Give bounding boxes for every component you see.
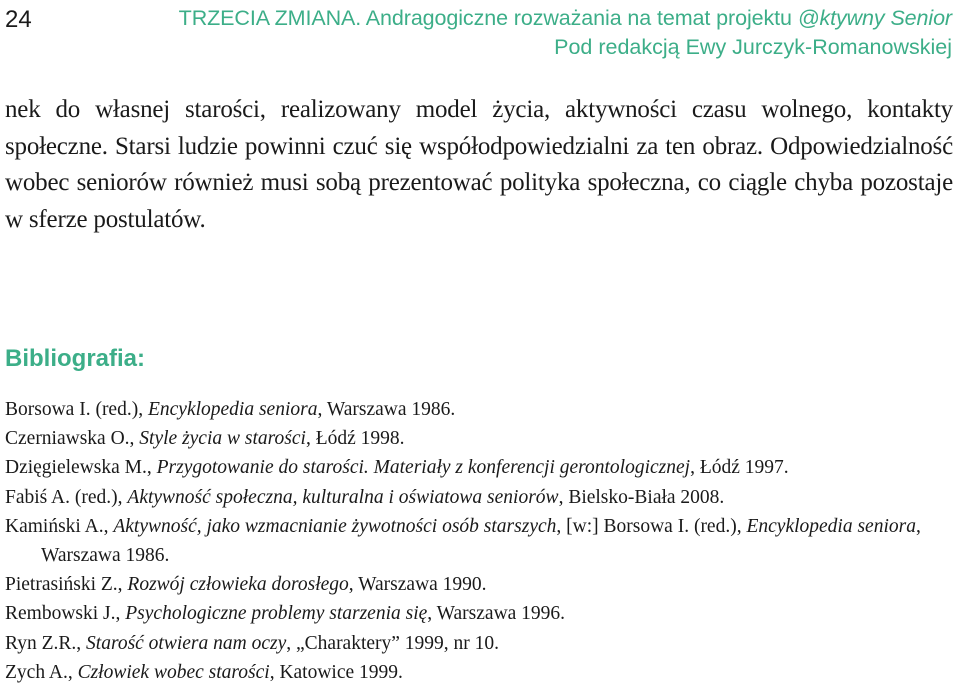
bibliography-heading: Bibliografia: [5,345,146,372]
entry-title: Aktywność, jako wzmacnianie żywotności osób starszych [113,515,557,537]
entry-publication: , Warszawa 1990. [348,574,487,596]
bibliography-entry [5,395,955,424]
bibliography-entry [5,599,955,628]
bibliography-entry [5,424,955,453]
running-title-italic: @ktywny Senior [797,6,952,30]
entry-title: Style życia w starości [139,428,306,450]
entry-title: Przygotowanie do starości. Materiały z konferencji gerontologicznej [156,457,691,479]
entry-author: Pietrasiński Z., [5,574,128,596]
entry-publication: , [w:] Borsowa I. (red.), [556,515,747,537]
body-text [5,92,953,238]
entry-title: Starość otwiera nam oczy [86,632,287,654]
entry-title: Encyklopedia seniora [147,399,318,420]
entry-publication: , Łódź 1998. [305,428,405,450]
entry-author: Zych A., [5,661,78,683]
entry-title: Psychologiczne problemy starzenia się [125,603,428,625]
entry-author: Rembowski J., [5,603,126,625]
body-paragraph: nek do własnej starości, realizowany model życia, aktywności czasu wolnego, kontakty społeczne. Starsi ludzie powinni czuć się współodpowiedzialni za ten obraz. Odpowiedzialność wobec seniorów również musi sobą prezentować polityka społeczna, co ciągle chyba pozostaje w sferze postulatów. [5,96,953,233]
entry-book-publication: , Warszawa 1986. [41,515,921,567]
bibliography-list [5,395,955,687]
bibliography-entry [5,453,955,482]
entry-publication: , Łódź 1997. [690,457,789,479]
entry-book-title: Encyklopedia seniora [746,515,916,537]
bibliography-entry [5,629,955,658]
running-title-text: TRZECIA ZMIANA. Andragogiczne rozważania na temat projektu [178,6,798,30]
entry-publication: , Warszawa 1996. [427,603,566,625]
bibliography-entry [5,658,955,687]
bibliography-entry [5,570,955,599]
entry-author: Borsowa I. (red.), [5,399,148,420]
entry-author: Fabiś A. (red.), [5,486,128,508]
page-number: 24 [5,6,32,33]
entry-publication: , „Charaktery” 1999, nr 10. [286,632,500,654]
entry-title: Rozwój człowieka dorosłego [127,574,349,596]
entry-title: Człowiek wobec starości [77,661,270,683]
entry-author: Dzięgielewska M., [5,457,157,479]
entry-author: Czerniawska O., [5,428,140,450]
bibliography-entry [5,512,955,570]
entry-author: Ryn Z.R., [5,632,87,654]
entry-title: Aktywność społeczna, kulturalna i oświatowa seniorów [127,486,559,508]
running-editor: Pod redakcją Ewy Jurczyk-Romanowskiej [554,35,952,59]
entry-publication: , Warszawa 1986. [317,399,456,420]
bibliography-entry [5,483,955,512]
running-title [179,6,952,31]
entry-publication: , Bielsko-Biała 2008. [558,486,725,508]
entry-author: Kamiński A., [5,515,114,537]
page-header [0,4,956,64]
entry-publication: , Katowice 1999. [269,661,403,683]
